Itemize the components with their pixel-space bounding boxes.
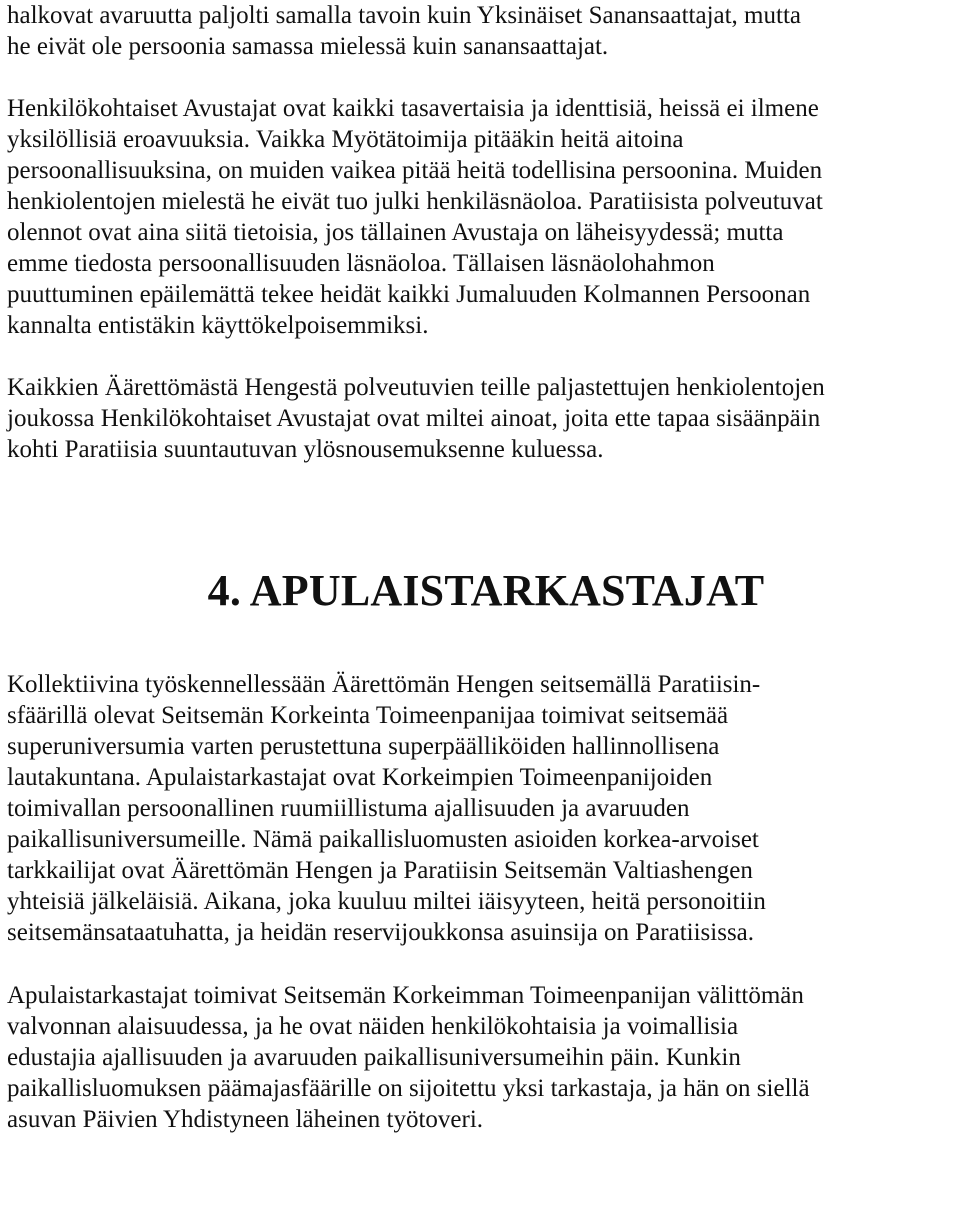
paragraph-henkiolennot <box>7 372 953 465</box>
text-line: olennot ovat aina siitä tietoisia, jos tällainen Avustaja on läheisyydessä; mutta <box>7 219 784 246</box>
text-line: kohti Paratiisia suuntautuvan ylösnousemuksenne kuluessa. <box>7 436 604 463</box>
document-page <box>7 0 953 1135</box>
text-line: joukossa Henkilökohtaiset Avustajat ovat miltei ainoat, joita ette tapaa sisäänpäin <box>7 405 821 432</box>
section-heading: 4. APULAISTARKASTAJAT <box>207 566 765 615</box>
paragraph-apulaistarkastajat-intro <box>7 669 953 948</box>
text-line: persoonallisuuksina, on muiden vaikea pitää heitä todellisina persoonina. Muiden <box>7 157 823 184</box>
text-line: asuvan Päivien Yhdistyneen läheinen työtoveri. <box>7 1106 484 1133</box>
text-line: kannalta entistäkin käyttökelpoisemmiksi. <box>7 312 429 339</box>
text-line: henkiolentojen mielestä he eivät tuo julki henkiläsnäoloa. Paratiisista polveutuvat <box>7 188 823 215</box>
text-line: Kaikkien Äärettömästä Hengestä polveutuvien teille paljastettujen henkiolentojen <box>7 374 825 401</box>
text-line: lautakuntana. Apulaistarkastajat ovat Korkeimpien Toimeenpanijoiden <box>7 764 713 791</box>
text-line: he eivät ole persoonia samassa mielessä kuin sanansaattajat. <box>7 33 609 60</box>
text-line: edustajia ajallisuuden ja avaruuden paikallisuniversumeihin päin. Kunkin <box>7 1044 741 1071</box>
paragraph-avaruus <box>7 0 953 62</box>
text-line: paikallisuniversumeille. Nämä paikallisluomusten asioiden korkea-arvoiset <box>7 826 759 853</box>
text-line: toimivallan persoonallinen ruumiillistuma ajallisuuden ja avaruuden <box>7 795 690 822</box>
text-line: sfäärillä olevat Seitsemän Korkeinta Toimeenpanijaa toimivat seitsemää <box>7 702 729 729</box>
text-line: puuttuminen epäilemättä tekee heidät kaikki Jumaluuden Kolmannen Persoonan <box>7 281 811 308</box>
text-line: yksilöllisiä eroavuuksia. Vaikka Myötätoimija pitääkin heitä aitoina <box>7 126 684 153</box>
text-line: emme tiedosta persoonallisuuden läsnäoloa. Tällaisen läsnäolohahmon <box>7 250 715 277</box>
text-line: halkovat avaruutta paljolti samalla tavoin kuin Yksinäiset Sanansaattajat, mutta <box>7 2 801 29</box>
text-line: Kollektiivina työskennellessään Äärettömän Hengen seitsemällä Paratiisin- <box>7 671 761 698</box>
paragraph-apulaistarkastajat-valvonta <box>7 980 953 1135</box>
text-line: superuniversumia varten perustettuna superpäälliköiden hallinnollisena <box>7 733 720 760</box>
text-line: tarkkailijat ovat Äärettömän Hengen ja Paratiisin Seitsemän Valtiashengen <box>7 857 753 884</box>
text-line: Apulaistarkastajat toimivat Seitsemän Korkeimman Toimeenpanijan välittömän <box>7 982 804 1009</box>
text-line: yhteisiä jälkeläisiä. Aikana, joka kuuluu miltei iäisyyteen, heitä personoitiin <box>7 888 766 915</box>
text-line: paikallisluomuksen päämajasfäärille on sijoitettu yksi tarkastaja, ja hän on siellä <box>7 1075 810 1102</box>
paragraph-henkilokohtaiset-avustajat <box>7 93 953 341</box>
text-line: seitsemänsataatuhatta, ja heidän reservijoukkonsa asuinsija on Paratiisissa. <box>7 919 755 946</box>
text-line: valvonnan alaisuudessa, ja he ovat näiden henkilökohtaisia ja voimallisia <box>7 1013 739 1040</box>
text-line: Henkilökohtaiset Avustajat ovat kaikki tasavertaisia ja identtisiä, heissä ei ilmene <box>7 95 819 122</box>
